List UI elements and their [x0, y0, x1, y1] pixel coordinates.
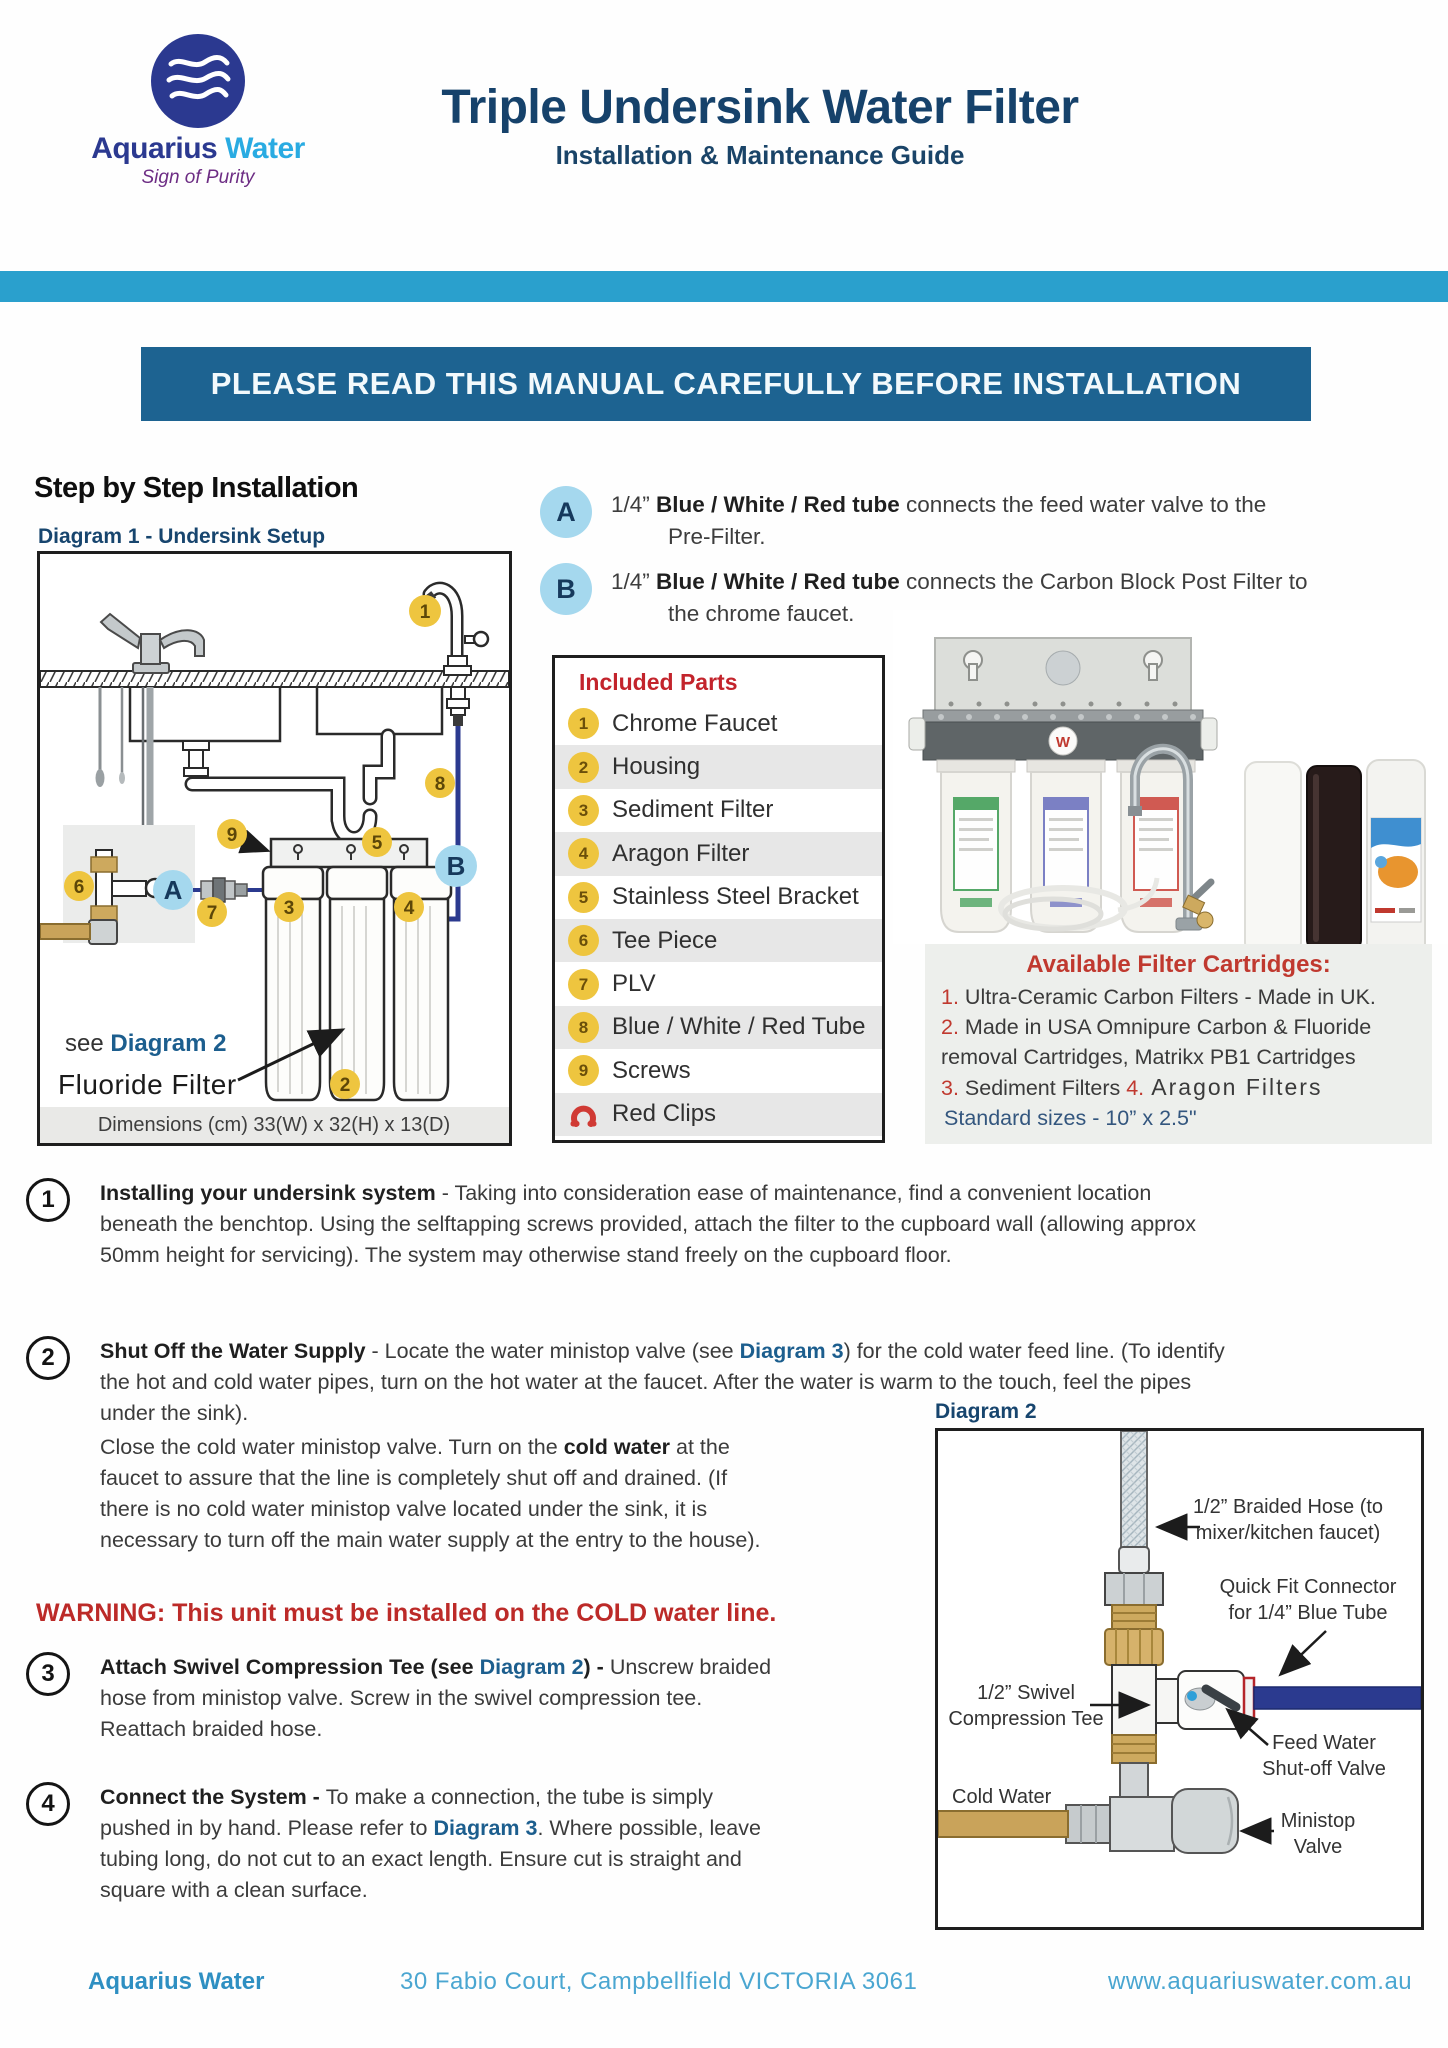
- footer-website: www.aquariuswater.com.au: [1108, 1968, 1413, 1995]
- footer-address: 30 Fabio Court, Campbellfield VICTORIA 3061: [400, 1968, 918, 1995]
- plv-connector-icon: [193, 878, 264, 902]
- blue-tube: [1254, 1687, 1421, 1709]
- svg-text:Valve: Valve: [1293, 1836, 1343, 1858]
- available-cartridges-title: Available Filter Cartridges:: [1026, 951, 1331, 978]
- step-3-text: Attach Swivel Compression Tee (see Diagram 2) - Unscrew braided hose from ministop valve. Screw in the swivel compression tee. Reattach braided hose.: [100, 1655, 772, 1741]
- list-item: 1 Chrome Faucet: [555, 702, 882, 745]
- product-photo: [893, 610, 1448, 944]
- step-2-number: 2: [26, 1336, 70, 1380]
- part-number-badge: 3: [568, 795, 599, 826]
- diagram1-undersink-drawing: [37, 551, 512, 1146]
- feed-water-shutoff-valve: [1178, 1671, 1421, 1729]
- svg-text:A: A: [163, 875, 183, 905]
- step-3-number: 3: [26, 1652, 70, 1696]
- watermark-logo-letter: W: [1055, 734, 1071, 751]
- svg-text:5: 5: [371, 833, 383, 854]
- photo-bracket: [909, 638, 1217, 760]
- svg-text:mixer/kitchen faucet): mixer/kitchen faucet): [1195, 1522, 1381, 1544]
- svg-text:Feed Water: Feed Water: [1272, 1732, 1376, 1754]
- svg-text:1/2” Swivel: 1/2” Swivel: [977, 1682, 1075, 1704]
- tube-b-marker: B: [540, 563, 592, 615]
- svg-text:8: 8: [434, 774, 446, 795]
- read-manual-banner: PLEASE READ THIS MANUAL CAREFULLY BEFORE INSTALLATION: [141, 347, 1311, 421]
- svg-text:Shut-off Valve: Shut-off Valve: [1262, 1758, 1386, 1780]
- included-parts-title: Included Parts: [579, 669, 738, 695]
- page-subtitle: Installation & Maintenance Guide: [555, 140, 965, 170]
- list-item-red-clips: Red Clips: [555, 1093, 882, 1136]
- tube-a-marker: A: [540, 486, 592, 538]
- footer-brand: Aquarius Water: [88, 1968, 265, 1995]
- diagram2-title: Diagram 2: [935, 1400, 1037, 1423]
- part-number-badge: 2: [568, 752, 599, 783]
- svg-text:B: B: [446, 851, 466, 881]
- diagram1-title: Diagram 1 - Undersink Setup: [38, 525, 326, 548]
- brand-logo: [86, 34, 310, 189]
- diagram2-drawing: [935, 1428, 1424, 1930]
- part-number-badge: 9: [568, 1055, 599, 1086]
- svg-text:Ministop: Ministop: [1280, 1810, 1356, 1832]
- cold-water-pipe: [938, 1811, 1068, 1837]
- photo-spare-cartridges: [1245, 760, 1425, 944]
- part-number-badge: 5: [568, 882, 599, 913]
- braided-hose: [1119, 1431, 1149, 1573]
- part-number-badge: 7: [568, 969, 599, 1000]
- svg-text:9: 9: [226, 825, 238, 846]
- part-number-badge: 8: [568, 1012, 599, 1043]
- available-cartridges-text: 1. Ultra-Ceramic Carbon Filters - Made in UK. 2. Made in USA Omnipure Carbon & Fluoride removal Cartridges, Matrikx PB1 Cartridges 3. Sediment Filters 4. Aragon Filters Standard sizes - 10” x 2.5": [941, 985, 1376, 1130]
- part-number-badge: 1: [568, 708, 599, 739]
- ministop-valve: [1066, 1789, 1238, 1853]
- step-2-text: Shut Off the Water Supply - Locate the water ministop valve (see Diagram 3) for the cold water feed line. (To identify the hot and cold water pipes, turn on the hot water at the faucet. After the water is warm to the touch, feel the pipes under the sink).: [100, 1339, 1225, 1425]
- svg-text:7: 7: [206, 903, 218, 924]
- list-item: 9 Screws: [555, 1049, 882, 1092]
- accent-bar: [0, 271, 1448, 302]
- step-2-paragraph-2: Close the cold water ministop valve. Turn on the cold water at the faucet to assure that the line is completely shut off and drained. (If there is no cold water ministop valve located under the sink, it is necessary to turn off the main water supply at the entry to the house).: [100, 1435, 761, 1552]
- list-item: 4 Aragon Filter: [555, 832, 882, 875]
- svg-text:4: 4: [403, 898, 415, 919]
- fluoride-filter-label: Fluoride Filter: [58, 1069, 237, 1100]
- tube-b-note: 1/4” Blue / White / Red tube connects the Carbon Block Post Filter to the chrome faucet.: [611, 569, 1308, 626]
- list-item: 3 Sediment Filter: [555, 789, 882, 832]
- brand-tagline: Sign of Purity: [141, 167, 255, 188]
- svg-text:1: 1: [419, 602, 431, 623]
- svg-text:Compression Tee: Compression Tee: [948, 1708, 1104, 1730]
- list-item: 8 Blue / White / Red Tube: [555, 1006, 882, 1049]
- quick-fit-connector: [1244, 1678, 1254, 1722]
- included-parts-box: [552, 655, 885, 1143]
- screws-arrow: [244, 842, 266, 850]
- page-title: Triple Undersink Water Filter: [441, 81, 1079, 134]
- water-waves-logo-icon: [151, 34, 245, 128]
- part-number-badge: 4: [568, 838, 599, 869]
- list-item: 5 Stainless Steel Bracket: [555, 876, 882, 919]
- svg-text:Cold Water: Cold Water: [952, 1786, 1052, 1808]
- step-4-number: 4: [26, 1782, 70, 1826]
- step-1-text: Installing your undersink system - Taking into consideration ease of maintenance, find a convenient location beneath the benchtop. Using the selftapping screws provided, attach the filter to the cupboard wall (allowing approx 50mm height for servicing). The system may otherwise stand freely on the cupboard floor.: [100, 1181, 1196, 1267]
- sink-basins: [130, 687, 442, 741]
- countertop: [40, 671, 509, 687]
- part-number-badge: 6: [568, 925, 599, 956]
- available-cartridges-box: [925, 944, 1432, 1144]
- tube-a-note: 1/4” Blue / White / Red tube connects the feed water valve to the Pre-Filter.: [611, 492, 1267, 549]
- svg-text:2: 2: [339, 1075, 351, 1096]
- list-item: 7 PLV: [555, 962, 882, 1005]
- step-4-text: Connect the System - To make a connection, the tube is simply pushed in by hand. Please refer to Diagram 3. Where possible, leave tubing long, do not cut to an exact length. Ensure cut is straight and square with a clean surface.: [100, 1785, 761, 1902]
- step-1-number: 1: [26, 1178, 70, 1222]
- svg-text:1/2” Braided Hose (to: 1/2” Braided Hose (to: [1192, 1496, 1384, 1518]
- dimensions-label: Dimensions (cm) 33(W) x 32(H) x 13(D): [97, 1114, 451, 1136]
- list-item: 2 Housing: [555, 745, 882, 788]
- brand-name: Aquarius Water: [91, 132, 305, 165]
- bracket: [271, 839, 427, 867]
- svg-text:Quick Fit Connector: Quick Fit Connector: [1219, 1576, 1397, 1598]
- red-clip-icon: [568, 1099, 599, 1130]
- see-diagram2-label: see Diagram 2: [65, 1030, 227, 1057]
- list-item: 6 Tee Piece: [555, 919, 882, 962]
- svg-text:3: 3: [283, 898, 295, 919]
- svg-text:6: 6: [73, 877, 85, 898]
- included-parts-list: [555, 702, 882, 1136]
- section-heading: Step by Step Installation: [34, 472, 359, 504]
- photo-housings: [937, 760, 1195, 932]
- svg-text:for 1/4” Blue Tube: for 1/4” Blue Tube: [1228, 1602, 1388, 1624]
- cold-water-warning: WARNING: This unit must be installed on the COLD water line.: [36, 1599, 777, 1627]
